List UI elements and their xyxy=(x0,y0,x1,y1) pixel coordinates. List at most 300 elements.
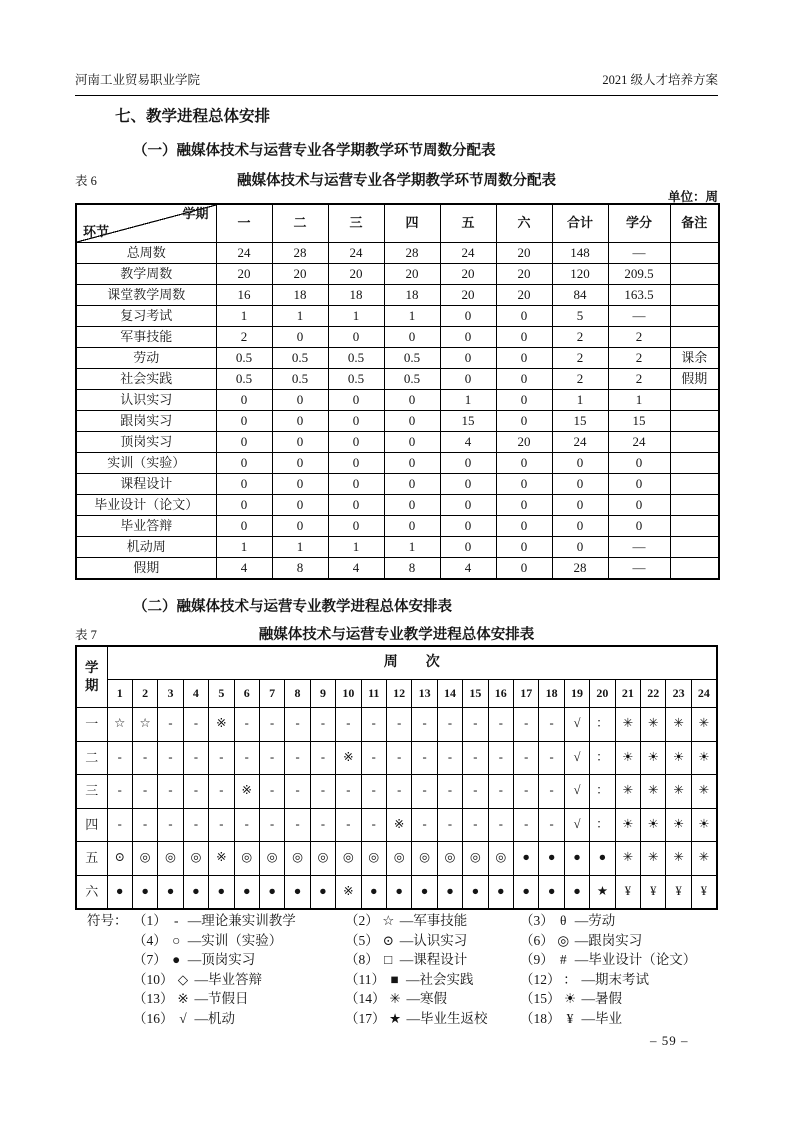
table6-cell: 2 xyxy=(552,369,608,390)
legend-prefix xyxy=(87,931,133,951)
schedule-cell: ● xyxy=(412,875,437,909)
legend-item-number: （15） xyxy=(520,991,561,1006)
schedule-cell: - xyxy=(463,708,488,742)
column-header: 学分 xyxy=(608,204,670,243)
legend-item-desc: —理论兼实训教学 xyxy=(187,913,296,928)
table6-cell xyxy=(670,306,719,327)
table6-cell: 0 xyxy=(384,516,440,537)
legend-item-desc: —寒假 xyxy=(406,991,447,1006)
corner-label-semester: 学期 xyxy=(182,206,209,221)
schedule-cell: ✳ xyxy=(641,842,666,876)
table6-cell: 0 xyxy=(608,516,670,537)
table6-cell xyxy=(670,495,719,516)
section-title: 七、教学进程总体安排 xyxy=(115,108,271,125)
column-header: 六 xyxy=(496,204,552,243)
table6-cell: 24 xyxy=(216,243,272,264)
schedule-cell: ● xyxy=(590,842,615,876)
schedule-cell: ： xyxy=(590,808,615,842)
schedule-cell: - xyxy=(539,708,564,742)
schedule-cell: ¥ xyxy=(615,875,640,909)
week-number: 14 xyxy=(437,680,462,708)
semester-label: 四 xyxy=(76,808,107,842)
week-number: 16 xyxy=(488,680,513,708)
schedule-cell: - xyxy=(386,741,411,775)
table6-row xyxy=(76,390,719,411)
table6-row-label: 课堂教学周数 xyxy=(76,285,216,306)
table6-cell: 0.5 xyxy=(328,348,384,369)
schedule-cell: - xyxy=(514,775,539,809)
legend-symbol: ★ xyxy=(388,1010,402,1026)
table6-cell: 2 xyxy=(216,327,272,348)
week-number: 11 xyxy=(361,680,386,708)
table6-cell: 148 xyxy=(552,243,608,264)
schedule-cell: - xyxy=(158,808,183,842)
table6-cell: 0 xyxy=(328,516,384,537)
schedule-cell: ● xyxy=(107,875,132,909)
schedule-cell: - xyxy=(234,808,259,842)
legend-symbol: ※ xyxy=(177,991,189,1006)
table6-cell xyxy=(670,390,719,411)
schedule-cell: - xyxy=(259,741,284,775)
legend-symbol: - xyxy=(174,913,179,928)
table6-cell: 0 xyxy=(440,474,496,495)
table6-cell: 1 xyxy=(216,537,272,558)
legend-row xyxy=(87,970,727,990)
schedule-cell: ☆ xyxy=(132,708,157,742)
schedule-cell: ● xyxy=(463,875,488,909)
legend-symbol: # xyxy=(559,952,567,967)
semester-label: 一 xyxy=(76,708,107,742)
legend-item xyxy=(345,931,520,951)
schedule-cell: - xyxy=(259,808,284,842)
table6-cell: 0 xyxy=(608,453,670,474)
table7-body xyxy=(76,708,717,910)
week-header: 周 次 xyxy=(107,646,717,680)
schedule-cell: ¥ xyxy=(691,875,717,909)
table6-cell: 0 xyxy=(216,453,272,474)
schedule-cell: - xyxy=(183,708,208,742)
legend-item-number: （11） xyxy=(345,971,385,987)
week-number: 21 xyxy=(615,680,640,708)
table6-cell: 课余 xyxy=(670,348,719,369)
legend-item xyxy=(345,970,520,990)
schedule-cell: ◎ xyxy=(463,842,488,876)
legend-prefix xyxy=(87,950,133,970)
table7-row xyxy=(76,875,717,909)
table6-cell: 0 xyxy=(272,453,328,474)
semester-label: 三 xyxy=(76,775,107,809)
schedule-cell: ● xyxy=(514,842,539,876)
week-number: 15 xyxy=(463,680,488,708)
table6-cell: 0.5 xyxy=(384,348,440,369)
schedule-cell: ◎ xyxy=(183,842,208,876)
table6-row xyxy=(76,264,719,285)
table6-cell: 0 xyxy=(384,474,440,495)
table6-row xyxy=(76,558,719,580)
table6-cell: 0.5 xyxy=(216,369,272,390)
legend-item-desc: —实训（实验） xyxy=(187,932,283,948)
schedule-cell: - xyxy=(259,708,284,742)
table6-title: 融媒体技术与运营专业各学期教学环节周数分配表 xyxy=(237,173,556,189)
page-header xyxy=(75,70,718,96)
table6-week-distribution xyxy=(75,203,720,580)
table6-cell: 28 xyxy=(552,558,608,580)
table6-cell: 0 xyxy=(552,516,608,537)
table6-corner-cell xyxy=(76,204,216,243)
schedule-cell: - xyxy=(183,741,208,775)
legend-item xyxy=(133,911,345,931)
legend-item-desc: —认识实习 xyxy=(399,932,468,948)
table6-cell: 20 xyxy=(440,264,496,285)
table6-cell: 15 xyxy=(552,411,608,432)
schedule-cell: - xyxy=(539,775,564,809)
schedule-cell: ※ xyxy=(386,808,411,842)
schedule-cell: ✳ xyxy=(615,842,640,876)
table6-cell: — xyxy=(608,537,670,558)
table6-cell: 0 xyxy=(328,411,384,432)
schedule-cell: - xyxy=(361,775,386,809)
legend-symbol: √ xyxy=(179,1010,187,1026)
table6-cell: 20 xyxy=(496,285,552,306)
legend-symbol: ■ xyxy=(390,971,399,987)
table6-cell: 1 xyxy=(608,390,670,411)
schedule-cell: - xyxy=(361,708,386,742)
legend-item-desc: —毕业 xyxy=(581,1010,622,1026)
table6-label: 表 6 xyxy=(75,174,97,188)
schedule-cell: - xyxy=(514,808,539,842)
schedule-cell: ✳ xyxy=(615,708,640,742)
table6-cell: 0 xyxy=(384,327,440,348)
table6-cell xyxy=(670,558,719,580)
week-number: 24 xyxy=(691,680,717,708)
table6-cell: 24 xyxy=(608,432,670,453)
legend-item xyxy=(133,1009,345,1029)
table6-row-label: 跟岗实习 xyxy=(76,411,216,432)
subsection2-title: （二）融媒体技术与运营专业教学进程总体安排表 xyxy=(133,599,452,615)
schedule-cell: - xyxy=(209,775,234,809)
schedule-cell: ★ xyxy=(590,875,615,909)
legend-symbol: ☀ xyxy=(563,991,577,1006)
schedule-cell: - xyxy=(437,775,462,809)
column-header: 一 xyxy=(216,204,272,243)
schedule-cell: - xyxy=(107,741,132,775)
legend-item xyxy=(520,931,727,951)
table6-cell: 0 xyxy=(328,495,384,516)
legend-item xyxy=(133,931,345,951)
schedule-cell: - xyxy=(412,708,437,742)
table6-header-row xyxy=(76,204,719,243)
schedule-cell: - xyxy=(539,741,564,775)
schedule-cell: ● xyxy=(361,875,386,909)
legend-item-number: （6） xyxy=(520,932,554,948)
table6-cell: 0 xyxy=(496,516,552,537)
schedule-cell: - xyxy=(514,741,539,775)
week-number: 19 xyxy=(564,680,589,708)
table6-cell: 16 xyxy=(216,285,272,306)
column-header: 三 xyxy=(328,204,384,243)
schedule-cell: - xyxy=(285,775,310,809)
table6-cell: 4 xyxy=(328,558,384,580)
legend-item xyxy=(520,911,727,931)
legend-item-number: （14） xyxy=(345,991,386,1006)
column-header: 四 xyxy=(384,204,440,243)
schedule-cell: - xyxy=(183,808,208,842)
table6-cell: 20 xyxy=(496,264,552,285)
legend-item-desc: —毕业生返校 xyxy=(406,1010,488,1026)
table6-cell: 4 xyxy=(216,558,272,580)
table6-cell: 0 xyxy=(328,453,384,474)
table7-schedule xyxy=(75,645,718,910)
table6-row-label: 实训（实验） xyxy=(76,453,216,474)
schedule-cell: ✳ xyxy=(641,708,666,742)
table6-cell: 4 xyxy=(440,558,496,580)
legend-item-number: （17） xyxy=(345,1010,386,1026)
table6-cell: 2 xyxy=(608,327,670,348)
table6-cell: 8 xyxy=(272,558,328,580)
legend-item-number: （12） xyxy=(520,971,561,987)
table6-row xyxy=(76,285,719,306)
schedule-cell: ◎ xyxy=(488,842,513,876)
table6-row-label: 认识实习 xyxy=(76,390,216,411)
week-number: 4 xyxy=(183,680,208,708)
table6-row-label: 顶岗实习 xyxy=(76,432,216,453)
table6-cell xyxy=(670,432,719,453)
table6-row xyxy=(76,432,719,453)
table6-cell: 8 xyxy=(384,558,440,580)
table6-row-label: 劳动 xyxy=(76,348,216,369)
table6-cell: 1 xyxy=(384,306,440,327)
legend-row xyxy=(87,1009,727,1029)
table6-cell: 18 xyxy=(384,285,440,306)
table6-cell: 28 xyxy=(384,243,440,264)
table6-cell: 20 xyxy=(216,264,272,285)
table6-cell: 0 xyxy=(552,537,608,558)
table6-cell: 0 xyxy=(496,348,552,369)
table6-cell: 0 xyxy=(496,327,552,348)
table7-row xyxy=(76,842,717,876)
schedule-cell: √ xyxy=(564,808,589,842)
schedule-cell: ¥ xyxy=(666,875,691,909)
legend-item-desc: —顶岗实习 xyxy=(187,952,256,967)
schedule-cell: - xyxy=(285,808,310,842)
schedule-cell: ☀ xyxy=(641,741,666,775)
table6-cell: 0 xyxy=(552,453,608,474)
week-number: 10 xyxy=(336,680,361,708)
week-number: 9 xyxy=(310,680,335,708)
schedule-cell: ☀ xyxy=(641,808,666,842)
table6-cell: 20 xyxy=(496,432,552,453)
table6-cell: 0 xyxy=(496,390,552,411)
table6-cell: — xyxy=(608,306,670,327)
table6-cell: 0.5 xyxy=(328,369,384,390)
schedule-cell: - xyxy=(463,775,488,809)
schedule-cell: ： xyxy=(590,741,615,775)
schedule-cell: √ xyxy=(564,708,589,742)
table7-title: 融媒体技术与运营专业教学进程总体安排表 xyxy=(258,627,535,643)
schedule-cell: - xyxy=(514,708,539,742)
schedule-cell: ※ xyxy=(336,875,361,909)
schedule-cell: ● xyxy=(259,875,284,909)
table6-row-label: 教学周数 xyxy=(76,264,216,285)
week-number: 13 xyxy=(412,680,437,708)
legend-item-number: （10） xyxy=(133,971,174,987)
table6-cell: 0 xyxy=(328,432,384,453)
table6-cell: — xyxy=(608,558,670,580)
legend-item-desc: —机动 xyxy=(194,1010,235,1026)
schedule-cell: - xyxy=(488,808,513,842)
table6-cell: 0 xyxy=(608,495,670,516)
table6-cell xyxy=(670,453,719,474)
schedule-cell: - xyxy=(234,741,259,775)
legend-item-desc: —社会实践 xyxy=(406,971,474,987)
schedule-cell: ● xyxy=(285,875,310,909)
week-number: 20 xyxy=(590,680,615,708)
schedule-cell: - xyxy=(463,741,488,775)
schedule-cell: ● xyxy=(209,875,234,909)
schedule-cell: - xyxy=(386,708,411,742)
legend-item-number: （7） xyxy=(133,952,167,967)
legend-item-number: （9） xyxy=(520,952,554,967)
table6-cell: 120 xyxy=(552,264,608,285)
legend-symbol: ： xyxy=(563,971,577,987)
schedule-cell: - xyxy=(158,708,183,742)
table6-cell xyxy=(670,411,719,432)
schedule-cell: - xyxy=(488,708,513,742)
table6-cell xyxy=(670,327,719,348)
legend-item-number: （13） xyxy=(133,991,174,1006)
legend-item xyxy=(520,970,727,990)
legend-item xyxy=(520,989,727,1009)
schedule-cell: ◎ xyxy=(132,842,157,876)
schedule-cell: ● xyxy=(539,875,564,909)
table6-cell: 0 xyxy=(440,306,496,327)
schedule-cell: - xyxy=(209,808,234,842)
week-number: 18 xyxy=(539,680,564,708)
schedule-cell: - xyxy=(259,775,284,809)
schedule-cell: ◎ xyxy=(361,842,386,876)
legend-item xyxy=(345,950,520,970)
legend-row xyxy=(87,989,727,1009)
schedule-cell: - xyxy=(437,708,462,742)
legend-row xyxy=(87,950,727,970)
legend-item-number: （5） xyxy=(345,932,379,948)
week-number: 12 xyxy=(386,680,411,708)
legend-item-desc: —暑假 xyxy=(581,991,622,1006)
table6-cell: 0 xyxy=(496,474,552,495)
schedule-cell: - xyxy=(107,775,132,809)
legend-symbol: θ xyxy=(560,913,567,928)
schedule-cell: ✳ xyxy=(691,708,717,742)
schedule-cell: - xyxy=(412,775,437,809)
table6-cell xyxy=(670,537,719,558)
table6-cell: 20 xyxy=(272,264,328,285)
table6-row xyxy=(76,516,719,537)
table6-cell: 20 xyxy=(496,243,552,264)
legend-item-desc: —毕业答辩 xyxy=(194,971,262,987)
schedule-cell: - xyxy=(437,741,462,775)
table6-row xyxy=(76,537,719,558)
legend-item-desc: —节假日 xyxy=(194,991,249,1006)
schedule-cell: ◎ xyxy=(285,842,310,876)
legend-item xyxy=(133,989,345,1009)
schedule-cell: ☀ xyxy=(666,741,691,775)
schedule-cell: - xyxy=(463,808,488,842)
schedule-cell: - xyxy=(336,808,361,842)
table6-row xyxy=(76,306,719,327)
table6-cell xyxy=(670,516,719,537)
column-header: 合计 xyxy=(552,204,608,243)
table6-cell: 4 xyxy=(440,432,496,453)
table6-row xyxy=(76,348,719,369)
table6-cell: 0 xyxy=(440,369,496,390)
table7-label: 表 7 xyxy=(75,628,97,642)
table6-unit-note: 单位：周 xyxy=(667,190,718,204)
legend-item-number: （16） xyxy=(133,1010,174,1026)
table6-row-label: 毕业设计（论文） xyxy=(76,495,216,516)
table6-cell: 20 xyxy=(440,285,496,306)
table6-cell: 0 xyxy=(384,390,440,411)
schedule-cell: - xyxy=(310,708,335,742)
schedule-cell: ※ xyxy=(336,741,361,775)
table6-cell xyxy=(670,243,719,264)
legend-item-desc: —跟岗实习 xyxy=(574,932,643,948)
semester-label: 六 xyxy=(76,875,107,909)
subsection1-title: （一）融媒体技术与运营专业各学期教学环节周数分配表 xyxy=(133,143,496,159)
table7-weeknum-row xyxy=(76,680,717,708)
schedule-cell: ✳ xyxy=(691,842,717,876)
legend-item xyxy=(520,950,727,970)
semester-label: 二 xyxy=(76,741,107,775)
table6-row-label: 总周数 xyxy=(76,243,216,264)
legend-item xyxy=(133,950,345,970)
table6-cell: 0 xyxy=(272,327,328,348)
table6-cell: 0 xyxy=(328,474,384,495)
schedule-cell: - xyxy=(234,708,259,742)
table7-corner-cell: 学期 xyxy=(76,646,107,708)
schedule-cell: - xyxy=(336,775,361,809)
schedule-cell: - xyxy=(361,741,386,775)
table6-cell: 0.5 xyxy=(272,348,328,369)
table6-cell: 0 xyxy=(272,516,328,537)
schedule-cell: - xyxy=(209,741,234,775)
table6-cell: 0 xyxy=(496,369,552,390)
corner-label-item: 环节 xyxy=(83,224,110,240)
table6-cell: 0.5 xyxy=(216,348,272,369)
table6-cell: 0 xyxy=(496,411,552,432)
schedule-cell: ✳ xyxy=(615,775,640,809)
table6-cell: 0 xyxy=(440,453,496,474)
table6-row-label: 课程设计 xyxy=(76,474,216,495)
table6-cell: 84 xyxy=(552,285,608,306)
table6-row xyxy=(76,369,719,390)
week-number: 7 xyxy=(259,680,284,708)
legend-item-desc: —毕业设计（论文） xyxy=(574,952,697,967)
table6-cell: 28 xyxy=(272,243,328,264)
table6-cell: 0 xyxy=(552,474,608,495)
schedule-cell: ☀ xyxy=(691,741,717,775)
schedule-cell: - xyxy=(158,741,183,775)
table6-cell: 15 xyxy=(440,411,496,432)
schedule-cell: ● xyxy=(488,875,513,909)
table6-cell: 18 xyxy=(328,285,384,306)
legend-item-number: （18） xyxy=(520,1010,561,1026)
page-number: – 59 – xyxy=(650,1033,689,1048)
legend-prefix xyxy=(87,1009,133,1029)
schedule-cell: ● xyxy=(132,875,157,909)
schedule-cell: ☀ xyxy=(615,808,640,842)
table6-row xyxy=(76,474,719,495)
column-header: 备注 xyxy=(670,204,719,243)
